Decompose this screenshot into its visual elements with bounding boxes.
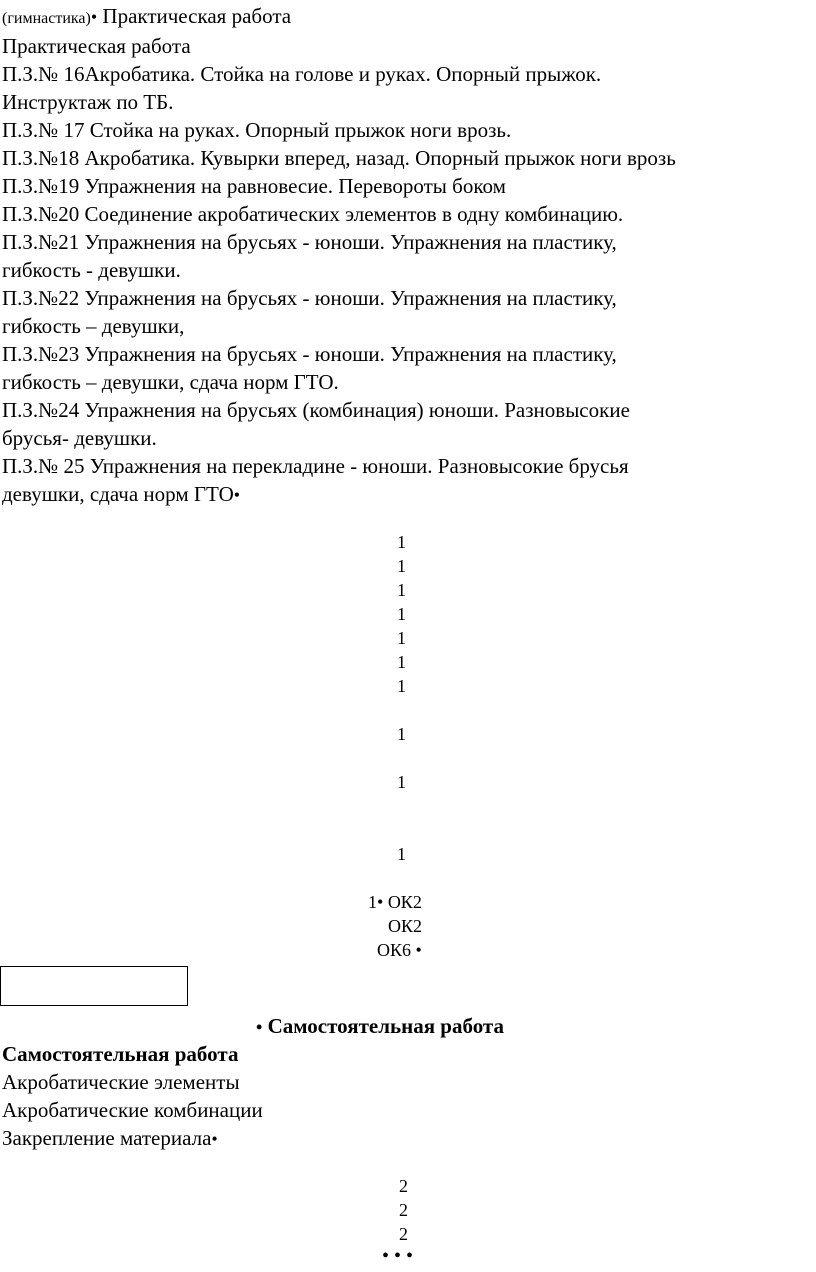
hours-value: 1 <box>397 676 406 696</box>
independent-item-text: Закрепление материала <box>2 1126 212 1150</box>
practical-line: П.З.№20 Соединение акробатических элементов в одну комбинацию. <box>2 202 624 226</box>
practical-line: брусья- девушки. <box>2 426 157 450</box>
practical-line: П.З.№23 Упражнения на брусьях - юноши. Упражнения на пластику, <box>2 342 617 366</box>
hours-value: 1 <box>397 724 406 744</box>
bullet-icon: • <box>233 485 241 505</box>
competency-code: ОК2 <box>387 892 422 912</box>
section-title-text: Самостоятельная работа <box>267 1014 505 1038</box>
bullet-icon: • <box>377 892 384 912</box>
practical-line-text: девушки, сдача норм ГТО <box>2 482 234 506</box>
practical-line: П.З.№22 Упражнения на брусьях - юноши. Упражнения на пластику, <box>2 286 617 310</box>
footer-bullets: • • • <box>382 1245 414 1267</box>
practical-heading: Практическая работа <box>2 34 191 58</box>
practical-line: П.З.№19 Упражнения на равновесие. Перевороты боком <box>2 174 506 198</box>
independent-item-last <box>2 1124 218 1153</box>
practical-line: гибкость – девушки, сдача норм ГТО. <box>2 370 339 394</box>
header-line <box>2 2 291 33</box>
hours-value: 1 <box>397 628 406 648</box>
competency-code: ОК2 <box>388 916 423 936</box>
hours-value: 1 <box>397 772 406 792</box>
practical-line: П.З.№21 Упражнения на брусьях - юноши. Упражнения на пластику, <box>2 230 617 254</box>
practical-line: П.З.№24 Упражнения на брусьях (комбинация) юноши. Разновысокие <box>2 398 630 422</box>
independent-heading: Самостоятельная работа <box>2 1042 239 1066</box>
hours-value: 1 <box>397 556 406 576</box>
hours-value: 1 <box>397 604 406 624</box>
bullet-icon: • <box>415 940 422 960</box>
independent-section-title <box>256 1012 504 1041</box>
bullet-icon: • <box>256 1017 263 1037</box>
hours-value-2: 2 <box>399 1176 408 1196</box>
practical-line: П.З.№18 Акробатика. Кувырки вперед, назад. Опорный прыжок ноги врозь <box>2 146 676 170</box>
practical-line: гибкость – девушки, <box>2 314 185 338</box>
competency-row <box>368 890 422 914</box>
category-label: (гимнастика) <box>2 10 91 27</box>
independent-item: Акробатические комбинации <box>2 1098 263 1122</box>
practical-line-last <box>2 480 240 509</box>
empty-cell-box <box>0 966 188 1006</box>
bullet-icon: • <box>90 7 98 27</box>
bullet-icon: • <box>211 1129 218 1149</box>
header-title: Практическая работа <box>102 4 292 28</box>
hours-value-2: 2 <box>399 1224 408 1244</box>
practical-line: гибкость - девушки. <box>2 258 181 282</box>
practical-line: Инструктаж по ТБ. <box>2 90 174 114</box>
competency-number: 1 <box>368 892 377 912</box>
practical-line: П.З.№ 17 Стойка на руках. Опорный прыжок ноги врозь. <box>2 118 512 142</box>
hours-value-2: 2 <box>399 1200 408 1220</box>
practical-line: П.З.№ 25 Упражнения на перекладине - юноши. Разновысокие брусья <box>2 454 629 478</box>
competency-row <box>377 938 422 962</box>
practical-line: П.З.№ 16Акробатика. Стойка на голове и руках. Опорный прыжок. <box>2 62 602 86</box>
hours-value: 1 <box>397 580 406 600</box>
hours-value: 1 <box>397 532 406 552</box>
competency-code: ОК6 <box>377 940 412 960</box>
hours-value: 1 <box>397 652 406 672</box>
independent-item: Акробатические элементы <box>2 1070 240 1094</box>
hours-value: 1 <box>397 844 406 864</box>
